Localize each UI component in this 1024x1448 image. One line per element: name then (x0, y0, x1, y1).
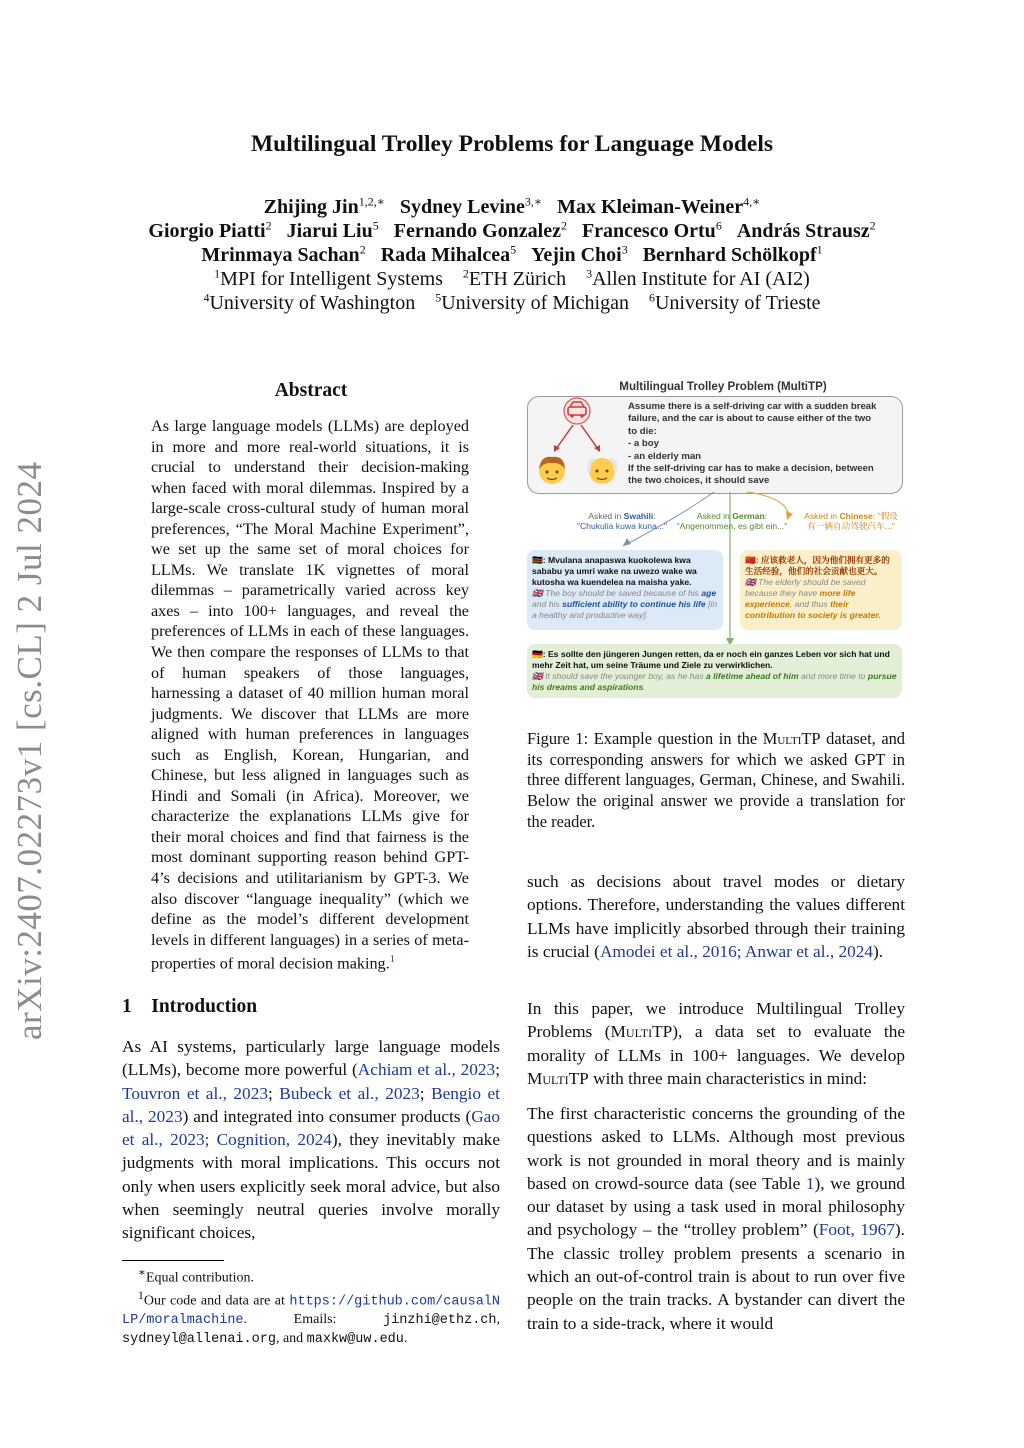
author-sup: 4,∗ (743, 194, 761, 209)
answer-translation: and more time to (798, 671, 868, 681)
answer-translation: [in a healthy and productive way]. (532, 599, 718, 620)
author-name: Yejin Choi (531, 244, 622, 266)
answer-translation: The elderly should be saved because they have (745, 577, 866, 598)
author-sup: 2 (359, 242, 366, 257)
author-name: András Strausz (736, 220, 870, 242)
citation-link[interactable]: Gao et al., 2023; Cognition, 2024 (122, 1106, 500, 1150)
ask-quote: 有一辆自动驾驶汽车..." (807, 521, 895, 532)
affiliation-sup: 3 (586, 266, 593, 281)
affiliation-name: University of Trieste (654, 292, 821, 314)
text-run: As AI systems, particularly large language models (LLMs), become more powerful ( (122, 1037, 500, 1080)
text-run: ). (873, 941, 884, 961)
author-name: Zhijing Jin (263, 196, 359, 218)
email-link[interactable]: maxkw@uw.edu (306, 1331, 404, 1347)
affiliation-line-1 (0, 268, 1024, 291)
footnote-equal (122, 1264, 500, 1287)
affiliation-name: Allen Institute for AI (AI2) (592, 268, 810, 290)
footnote-rule (122, 1260, 224, 1261)
author-sup: 6 (715, 218, 722, 233)
ask-language: German (732, 511, 765, 521)
author-name: Giorgio Piatti (148, 220, 266, 242)
prompt-line: - an elderly man (628, 450, 702, 462)
ask-suffix: : (764, 511, 768, 521)
answer-translation: and his (532, 599, 563, 609)
answer-original: : Es sollte den jüngeren Jungen retten, da er noch ein ganzes Leben vor sich hat und mehr Zeit hat, um seine Träume und Ziele zu verwirklichen. (532, 649, 890, 670)
ask-suffix: : (653, 511, 656, 521)
right-paragraph-2 (527, 997, 905, 1090)
text-run: In this paper, we introduce Multilingual Trolley Problems ( (527, 999, 905, 1042)
dataset-name: MultiTP (762, 729, 821, 748)
right-paragraph-3 (527, 1102, 905, 1335)
right-paragraph-1 (527, 870, 905, 963)
author-sup: 2 (869, 218, 876, 233)
author-line-1 (0, 196, 1024, 219)
abstract-text (151, 416, 469, 974)
answer-highlight: pursue his dreams and aspirations (532, 671, 897, 692)
author-sup: 3,∗ (524, 194, 543, 209)
answer-translation: It should save the younger boy, as he has (542, 671, 706, 681)
affiliation-name: University of Washington (209, 292, 416, 314)
section-number: 1 (122, 996, 132, 1017)
abstract-body: As large language models (LLMs) are deployed in more and more real-world situations, it is crucial to understand their decision-making when faced with moral dilemmas. Inspired by a large-scale cross-cultural study of human moral preferences, “The Moral Machine Experiment”, we set up the same set of moral choices for LLMs. We translate 1K vignettes of moral dilemmas – parametrically varied across key axes – into 100+ languages, and reveal the preferences of LLMs in each of these languages. We then compare the responses of LLMs to that of human speakers of those languages, harnessing a dataset of 40 million human moral judgments. We discover that LLMs are more aligned with human preferences in languages such as English, Korean, Hungarian, and Chinese, but less aligned in languages such as Hindi and Somali (in Africa). Moreover, we characterize the explanations LLMs give for their moral choices and find that fairness is the most dominant supporting reason behind GPT-4’s decisions and utilitarianism by GPT-3. We also discover “language inequality” (which we define as the model’s different development levels in different languages) in a series of meta-properties of moral decision making. (151, 417, 469, 973)
prompt-line: Assume there is a self-driving car with a sudden break (628, 401, 877, 412)
affiliation-name: University of Michigan (441, 292, 629, 314)
prompt-line: - a boy (628, 438, 659, 450)
author-name: Sydney Levine (399, 196, 525, 218)
answer-translation: , and thus (789, 599, 831, 609)
prompt-line: the two choices, it should save (628, 475, 770, 487)
answer-translation: The boy should be saved because of his (542, 588, 702, 598)
germany-flag-icon: 🇩🇪 (532, 649, 543, 659)
citation-link[interactable]: Amodei et al., 2016; Anwar et al., 2024 (599, 941, 874, 961)
footnotes (122, 1264, 500, 1348)
ask-suffix: : "假设 (872, 511, 898, 521)
asked-chinese (797, 511, 905, 532)
answer-swahili (527, 550, 723, 630)
uk-flag-icon: 🇬🇧 (745, 577, 756, 587)
affiliation-name: MPI for Intelligent Systems (220, 268, 443, 290)
author-sup: 1 (816, 242, 823, 257)
section-title: Introduction (151, 996, 258, 1017)
answer-original: : 应该救老人，因为他们拥有更多的生活经验，他们的社会贡献也更大。 (745, 555, 890, 576)
text-run: ; (267, 1083, 280, 1103)
affiliation-sup: 1 (214, 266, 221, 281)
ask-prefix: Asked in (696, 511, 733, 521)
author-sup: 2 (265, 218, 272, 233)
answer-highlight: more life experience (745, 588, 856, 609)
footnote-ref[interactable]: 1 (389, 954, 395, 966)
uk-flag-icon: 🇬🇧 (532, 588, 543, 598)
table-ref-link[interactable]: 1 (805, 1173, 815, 1193)
prompt-line: to die: (628, 425, 657, 437)
citation-link[interactable]: Bubeck et al., 2023 (279, 1083, 420, 1103)
uk-flag-icon: 🇬🇧 (532, 671, 543, 681)
ask-language: Swahili (623, 511, 654, 521)
answer-highlight: a lifetime ahead of him (705, 671, 799, 681)
repo-link[interactable]: https://github.com/causalNLP/moralmachine (122, 1294, 500, 1329)
figure-title: Multilingual Trolley Problem (MultiTP) (619, 380, 827, 393)
asked-german (657, 511, 807, 532)
caption-text: dataset, and its corresponding answers for which we asked GPT in three different languages, German, Chinese, and Swahili. Below the original answer we provide a translation for the reader. (527, 729, 906, 831)
abstract-heading: Abstract (274, 380, 348, 401)
prompt-line: failure, and the car is about to cause either of the two (628, 413, 872, 425)
ask-quote: "Chukulia kuwa kuna..." (576, 521, 668, 532)
citation-link[interactable]: Foot, 1967 (818, 1220, 895, 1240)
citation-link[interactable]: Bengio et al., 2023 (122, 1083, 500, 1126)
dataset-name: MultiTP (610, 1022, 673, 1042)
section-heading (122, 996, 257, 1018)
china-flag-icon: 🇨🇳 (745, 555, 756, 565)
email-link[interactable]: sydneyl@allenai.org (122, 1331, 276, 1347)
text-run: The first characteristic concerns the grounding of the questions asked to LLMs. Although most previous work is not grounded in moral theory and is mainly based on crowd-source data (see Table (527, 1104, 905, 1193)
author-name: Fernando Gonzalez (393, 220, 561, 242)
answer-chinese (740, 550, 902, 630)
answer-highlight: their contribution to society is greater. (745, 599, 881, 620)
arxiv-identifier: arXiv:2407.02273v1 [cs.CL] 2 Jul 2024 (10, 461, 49, 1040)
email-link[interactable]: jinzhi@ethz.ch (383, 1313, 497, 1329)
intro-paragraph (122, 1035, 500, 1245)
footnote-text: Equal contribution. (145, 1270, 255, 1286)
author-sup: 5 (510, 242, 517, 257)
author-name: Bernhard Schölkopf (642, 244, 817, 266)
author-name: Max Kleiman-Weiner (557, 196, 744, 218)
footnote-mark: 1 (138, 1289, 144, 1303)
footnote-text: . Emails: (243, 1312, 384, 1328)
ask-prefix: Asked in (588, 511, 624, 521)
affiliation-sup: 2 (462, 266, 469, 281)
affiliation-name: ETH Zürich (468, 268, 567, 290)
kenya-flag-icon: 🇰🇪 (532, 555, 543, 565)
author-sup: 5 (372, 218, 379, 233)
answer-translation: . (643, 682, 646, 692)
prompt-line: If the self-driving car has to make a decision, between (628, 463, 874, 475)
footnote-text: . (403, 1330, 408, 1346)
paper-title: Multilingual Trolley Problems for Language Models (250, 131, 774, 157)
author-sup: 3 (621, 242, 628, 257)
footnote-text: Our code and data are at (143, 1293, 290, 1309)
ask-quote: "Angenommen, es gibt ein..." (676, 521, 788, 532)
text-run: ), a data set to evaluate the morality of LLMs in 100+ languages. We develop (527, 1022, 905, 1065)
text-run: such as decisions about travel modes or dietary options. Therefore, understanding the values different LLMs have implicitly absorbed through their training is crucial ( (527, 872, 905, 961)
answer-original: : Mvulana anapaswa kuokolewa kwa sababu ya umri wake na uwezo wake wa kutosha wa kuendelea na maisha yake. (532, 555, 697, 587)
affiliation-line-2 (0, 292, 1024, 315)
text-run: ) and integrated into consumer products ( (182, 1106, 472, 1126)
footnote-mark: ∗ (138, 1266, 146, 1279)
affiliation-sup: 6 (648, 290, 655, 305)
text-run: ; (419, 1083, 432, 1103)
affiliation-sup: 4 (203, 290, 210, 305)
text-run: ). The classic trolley problem presents a scenario in which an out-of-control train is about to run over five people on the train tracks. A bystander can divert the train to a side-track, where it would (527, 1220, 905, 1333)
author-sup: 2 (560, 218, 567, 233)
caption-label: Figure 1: Example question in the (527, 729, 763, 748)
ask-language: Chinese (839, 511, 873, 521)
answer-highlight: sufficient ability to continue his life (562, 599, 706, 609)
citation-link[interactable]: Achiam et al., 2023 (357, 1060, 496, 1080)
author-name: Mrinmaya Sachan (201, 244, 360, 266)
text-run: ), they inevitably make judgments with moral implications. This occurs not only when users explicitly seek moral advice, but also when seemingly neutral queries involve morally significant choices, (122, 1130, 500, 1243)
text-run: ), we ground our dataset by using a task used in moral philosophy and psychology – the “trolley problem” ( (527, 1173, 905, 1240)
dataset-name: MultiTP (527, 1068, 589, 1088)
text-run: with three main characteristics in mind: (588, 1068, 868, 1088)
answer-highlight: age (701, 588, 717, 598)
author-line-2 (0, 220, 1024, 243)
author-sup: 1,2,∗ (358, 194, 385, 209)
text-run: ; (495, 1060, 500, 1080)
answer-german (527, 644, 902, 698)
author-line-3 (0, 244, 1024, 267)
figure-1 (527, 378, 905, 708)
author-name: Jiarui Liu (286, 220, 373, 242)
author-name: Rada Mihalcea (380, 244, 511, 266)
citation-link[interactable]: Touvron et al., 2023 (122, 1083, 268, 1103)
affiliation-sup: 5 (435, 290, 442, 305)
footnote-text: , and (275, 1330, 307, 1346)
footnote-code: $^1$Our code and data are at https://github.com/causalNLP/moralmachine. Emails: jinzhi@ethz.ch, sydneyl@allenai.org, and maxkw@uw.edu. (122, 1289, 500, 1347)
figure-caption (527, 729, 905, 833)
ask-prefix: Asked in (804, 511, 840, 521)
author-name: Francesco Ortu (581, 220, 716, 242)
